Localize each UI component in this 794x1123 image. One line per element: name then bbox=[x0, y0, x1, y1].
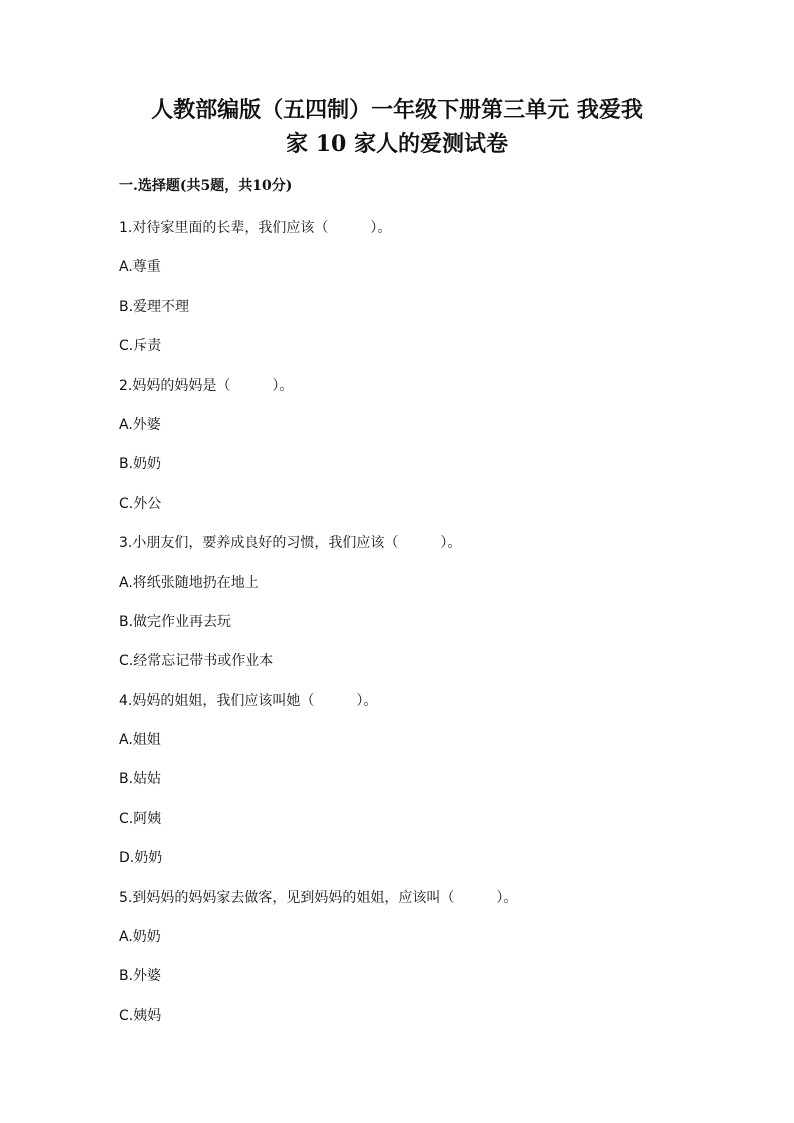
answer-option: C.斥责 bbox=[119, 338, 162, 355]
question-text: 2.妈妈的妈妈是（ ）。 bbox=[119, 377, 294, 394]
answer-option: A.将纸张随地扔在地上 bbox=[119, 574, 259, 591]
question-text: 3.小朋友们，要养成良好的习惯，我们应该（ ）。 bbox=[119, 535, 462, 552]
answer-option: B.爱理不理 bbox=[119, 298, 190, 315]
answer-option: C.外公 bbox=[119, 495, 162, 512]
question-text: 1.对待家里面的长辈，我们应该（ ）。 bbox=[119, 220, 392, 236]
answer-option: A.外婆 bbox=[119, 416, 161, 433]
answer-option: D.奶奶 bbox=[119, 850, 163, 867]
answer-option: B.做完作业再去玩 bbox=[119, 613, 232, 630]
answer-option: B.外婆 bbox=[119, 968, 162, 985]
section-heading: 一.选择题(共5题，共10分) bbox=[119, 178, 293, 194]
answer-option: C.姨妈 bbox=[119, 1007, 162, 1024]
title-line-2: 家 10 家人的爱测试卷 bbox=[286, 131, 508, 157]
answer-option: B.姑姑 bbox=[119, 771, 162, 788]
answer-option: C.经常忘记带书或作业本 bbox=[119, 653, 274, 670]
answer-option: B.奶奶 bbox=[119, 456, 162, 473]
answer-option: A.姐姐 bbox=[119, 732, 161, 749]
document-title bbox=[100, 93, 694, 161]
title-line-1: 人教部编版（五四制）一年级下册第三单元 我爱我 bbox=[151, 97, 643, 123]
question-text: 4.妈妈的姐姐，我们应该叫她（ ）。 bbox=[119, 692, 378, 709]
answer-option: C.阿姨 bbox=[119, 810, 162, 827]
answer-option: A.奶奶 bbox=[119, 929, 161, 946]
question-text: 5.到妈妈的妈妈家去做客，见到妈妈的姐姐，应该叫（ ）。 bbox=[119, 889, 518, 906]
answer-option: A.尊重 bbox=[119, 259, 161, 276]
question-list bbox=[119, 216, 719, 1043]
